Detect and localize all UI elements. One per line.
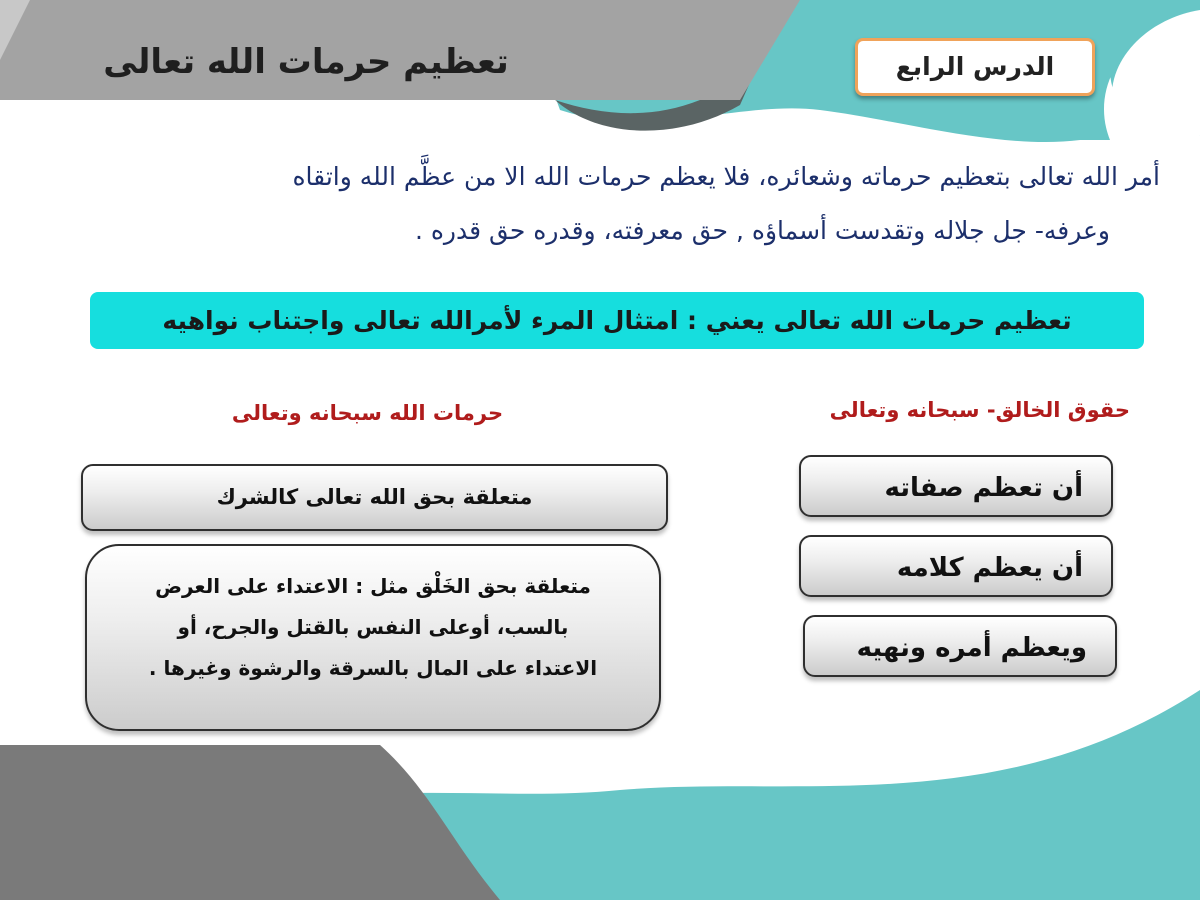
bottom-gray-shape (0, 745, 500, 900)
lesson-badge: الدرس الرابع (855, 38, 1095, 96)
sanctity-item2-line2: بالسب، أوعلى النفس بالقتل والجرح، أو (177, 615, 569, 639)
creator-right-item: أن تعظم صفاته (799, 455, 1113, 517)
sanctity-item-god-right: متعلقة بحق الله تعالى كالشرك (81, 464, 668, 531)
intro-line-1: أمر الله تعالى بتعظيم حرماته وشعائره، فلا يعظم حرمات الله الا من عظَّم الله واتقاه (292, 162, 1160, 191)
intro-paragraph (50, 150, 1160, 260)
creator-right-item: ويعظم أمره ونهيه (803, 615, 1117, 677)
slide-title: تعظيم حرمات الله تعالى (103, 42, 509, 82)
definition-banner: تعظيم حرمات الله تعالى يعني : امتثال المرء لأمرالله تعالى واجتناب نواهيه (90, 292, 1144, 349)
creator-rights-heading: حقوق الخالق- سبحانه وتعالى (829, 398, 1130, 422)
intro-line-2: وعرفه- جل جلاله وتقدست أسماؤه , حق معرفته، وقدره حق قدره . (414, 216, 1110, 245)
sanctity-item2-line3: الاعتداء على المال بالسرقة والرشوة وغيرها . (148, 656, 598, 680)
sanctity-item2-line1: متعلقة بحق الخَلْق مثل : الاعتداء على العرض (155, 574, 591, 598)
sanctities-heading: حرمات الله سبحانه وتعالى (231, 401, 504, 425)
creator-right-item: أن يعظم كلامه (799, 535, 1113, 597)
sanctity-item-creation-right (85, 544, 661, 731)
